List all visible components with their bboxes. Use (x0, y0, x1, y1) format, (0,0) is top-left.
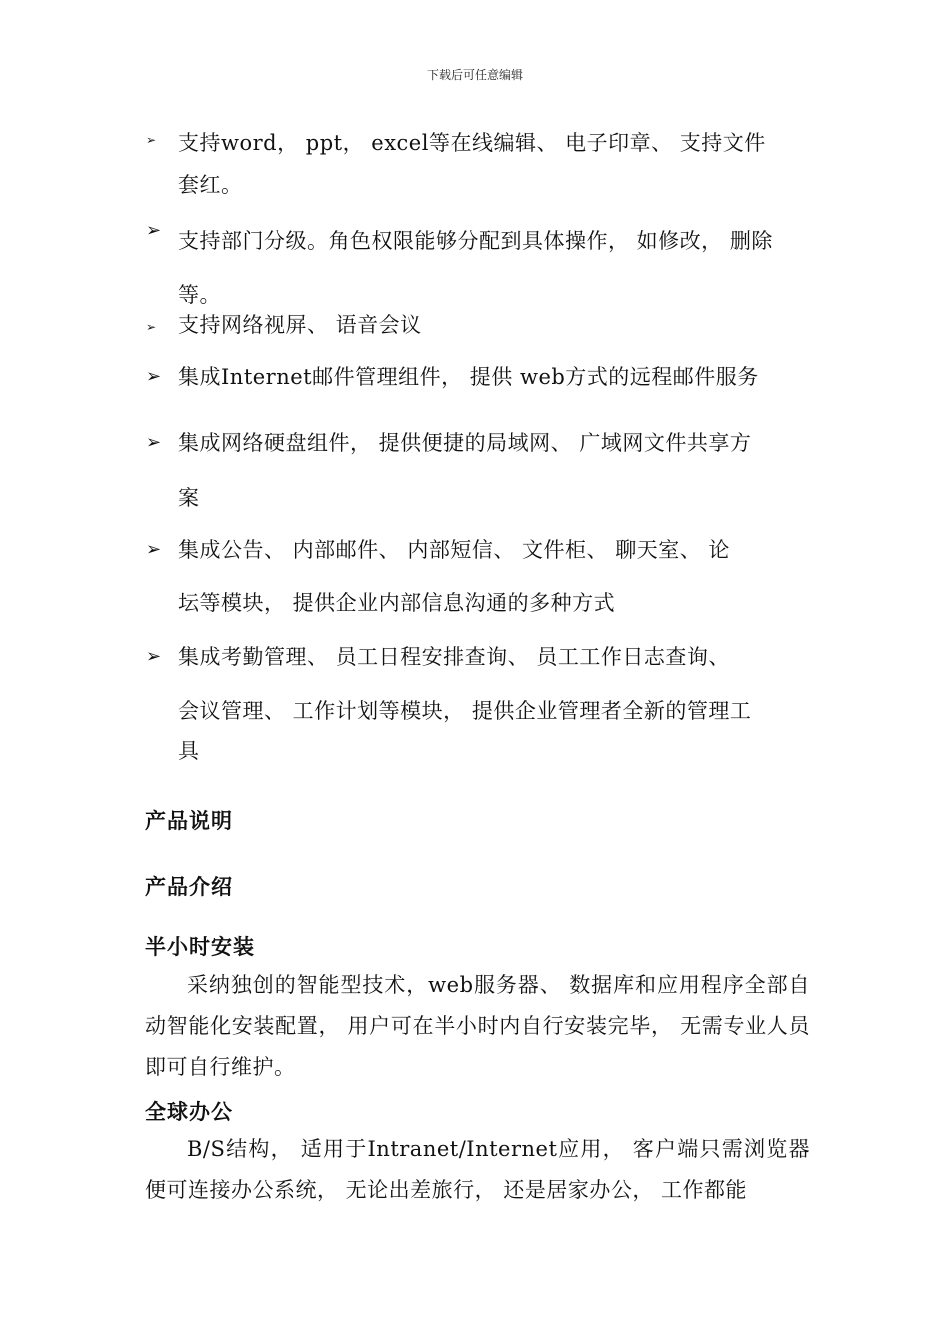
arrow-bullet-icon: ➢ (146, 432, 162, 453)
section-heading: 半小时安装 (145, 935, 255, 959)
list-item-text: 支持word， ppt， excel等在线编辑、 电子印章、 支持文件 (178, 131, 766, 155)
list-item-text: 等。 (178, 283, 221, 307)
list-item-text: 会议管理、 工作计划等模块， 提供企业管理者全新的管理工 (178, 699, 752, 723)
section-heading: 产品说明 (145, 809, 233, 833)
list-item-text: 支持网络视屏、 语音会议 (178, 313, 422, 337)
arrow-bullet-icon: ➢ (146, 133, 157, 147)
arrow-bullet-icon: ➢ (146, 539, 162, 560)
arrow-bullet-icon: ➢ (146, 220, 162, 241)
list-item-text: 套红。 (178, 173, 243, 197)
list-item-text: 集成Internet邮件管理组件， 提供 web方式的远程邮件服务 (178, 365, 759, 389)
list-item-text: 集成考勤管理、 员工日程安排查询、 员工工作日志查询、 (178, 645, 730, 669)
list-item-text: 集成公告、 内部邮件、 内部短信、 文件柜、 聊天室、 论 (178, 538, 730, 562)
list-item-text: 具 (178, 739, 200, 763)
list-item-text: 案 (178, 486, 200, 510)
paragraph: 采纳独创的智能型技术，web服务器、 数据库和应用程序全部自动智能化安装配置， 用户可在半小时内自行安装完毕， 无需专业人员即可自行维护。 (145, 973, 810, 1079)
arrow-bullet-icon: ➢ (146, 320, 157, 334)
paragraph: B/S结构， 适用于Intranet/Internet应用， 客户端只需浏览器便可连接办公系统， 无论出差旅行， 还是居家办公， 工作都能 (145, 1137, 810, 1202)
section-heading: 产品介绍 (145, 875, 233, 899)
arrow-bullet-icon: ➢ (146, 646, 162, 667)
list-item-text: 集成网络硬盘组件， 提供便捷的局域网、 广域网文件共享方 (178, 431, 752, 455)
list-item-text: 坛等模块， 提供企业内部信息沟通的多种方式 (178, 591, 616, 615)
section-heading: 全球办公 (145, 1100, 233, 1124)
arrow-bullet-icon: ➢ (146, 366, 162, 387)
page-header: 下载后可任意编辑 (426, 68, 523, 82)
list-item-text: 支持部门分级。角色权限能够分配到具体操作， 如修改， 删除 (178, 229, 773, 253)
